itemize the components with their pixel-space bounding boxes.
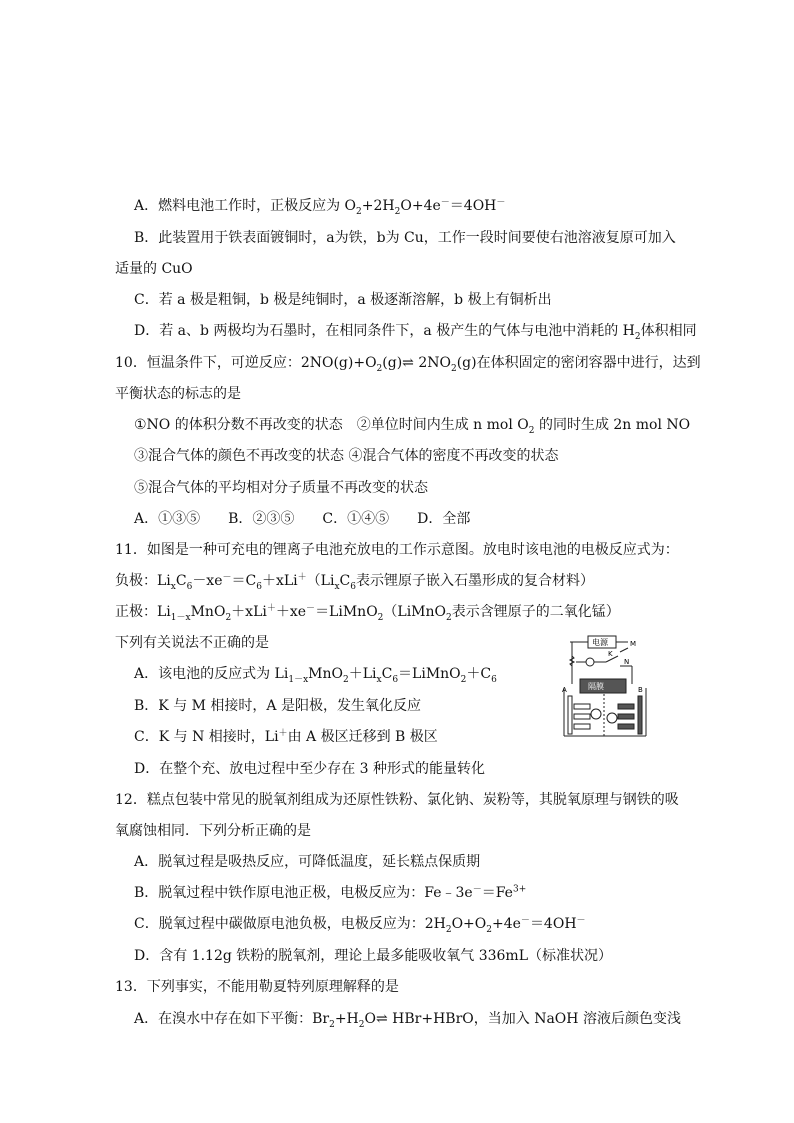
q10-statement-3: ⑤混合气体的平均相对分子质量不再改变的状态: [134, 480, 428, 496]
q13-option-a: A．在溴水中存在如下平衡：$Br_2+H_2O\rightleftharpoons$ HBr+HBrO，当加入 NaOH 溶液后颜色变浅: [134, 1011, 681, 1030]
q11-option-b: B．K 与 M 相接时，A 是阳极，发生氧化反应: [134, 698, 421, 714]
q10-statement-2: ③混合气体的颜色不再改变的状态 ④混合气体的密度不再改变的状态: [134, 448, 559, 464]
q9-option-a: A．燃料电池工作时，正极反应为 $O_2+2H_2O+4e^-=4OH^-$: [134, 197, 506, 217]
terminal-n-label: N: [624, 658, 630, 666]
q9-option-b-cont: 适量的 CuO: [115, 261, 193, 277]
q11-option-c: C．K 与 N 相接时，Li＋由 A 极区迁移到 B 极区: [134, 728, 438, 745]
q12-stem-cont: 氧腐蚀相同．下列分析正确的是: [115, 823, 311, 839]
terminal-m-label: M: [630, 640, 637, 648]
q12-option-c: C．脱氧过程中碳做原电池负极，电极反应为：$2H_2O+O_2+4e^-=4OH^-$: [134, 915, 586, 935]
q11-stem: 11．如图是一种可充电的锂离子电池充放电的工作示意图。放电时该电池的电极反应式为：: [115, 542, 679, 558]
battery-diagram: [550, 632, 660, 738]
q10-stem-cont: 平衡状态的标志的是: [115, 386, 241, 402]
power-source-label: 电源: [592, 638, 608, 647]
switch-k-label: K: [608, 650, 613, 658]
q12-option-d: D．含有 1.12g 铁粉的脱氧剂，理论上最多能吸收氧气 336mL（标准状况）: [134, 948, 613, 964]
q10-stem: 10．恒温条件下，可逆反应：$2NO(g)+O_2(g)\rightleftharpoons$ $2NO_2(g)$在体积固定的密闭容器中进行，达到: [115, 355, 701, 374]
q9-option-d: D．若 a、b 两极均为石墨时，在相同条件下，a 极产生的气体与电池中消耗的 $H_2$体积相同: [134, 323, 697, 342]
membrane-label: 隔膜: [588, 682, 604, 691]
q11-negative-electrode: 负极：$Li_xC_6-xe^-=C_6+xLi^+(Li_xC_6$表示锂原子嵌入石墨形成的复合材料）: [115, 572, 594, 592]
q12-stem: 12．糕点包装中常见的脱氧剂组成为还原性铁粉、氯化钠、炭粉等，其脱氧原理与钢铁的吸: [115, 792, 679, 808]
q9-option-c: C．若 a 极是粗铜，b 极是纯铜时，a 极逐渐溶解，b 极上有铜析出: [134, 292, 552, 308]
q11-question: 下列有关说法不正确的是: [115, 635, 269, 651]
q10-statement-1: ①NO 的体积分数不再改变的状态 ②单位时间内生成 n mol $O_2$ 的同时生成 2n mol NO: [134, 417, 691, 436]
q13-stem: 13．下列事实，不能用勒夏特列原理解释的是: [115, 979, 399, 995]
q11-positive-electrode: 正极：$Li_{1-x}MnO_2+xLi^++xe^-=LiMnO_2(LiMnO_2$表示含锂原子的二氧化锰）: [115, 603, 620, 623]
q10-answers: A．①③⑤ B．②③⑤ C．①④⑤ D．全部: [134, 511, 471, 527]
electrode-a-label: A: [562, 686, 567, 694]
q12-option-b: B．脱氧过程中铁作原电池正极，电极反应为：$Fe﹣3e^-=Fe^{3+}$: [134, 884, 527, 901]
meter-icon: [586, 658, 594, 666]
q12-option-a: A．脱氧过程是吸热反应，可降低温度，延长糕点保质期: [134, 854, 481, 870]
electrode-b-label: B: [638, 686, 643, 694]
q11-option-d: D．在整个充、放电过程中至少存在 3 种形式的能量转化: [134, 761, 486, 777]
q11-option-a: A．该电池的反应式为 $Li_{1-x}MnO_2+Li_xC_6=LiMnO_2+C_6$: [134, 666, 497, 685]
q9-option-b: B．此装置用于铁表面镀铜时，a为铁，b为 Cu，工作一段时间要使右池溶液复原可加入: [134, 230, 676, 246]
